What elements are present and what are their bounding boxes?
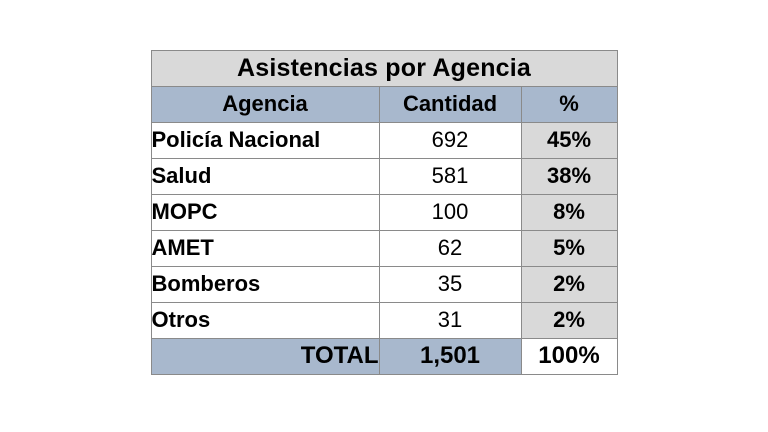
row-percent: 2% [521,266,617,302]
row-label: MOPC [151,194,379,230]
table-row [151,194,617,230]
row-label: AMET [151,230,379,266]
table-row [151,302,617,338]
table-total-row [151,338,617,374]
column-header-cantidad: Cantidad [379,86,521,122]
row-value: 31 [379,302,521,338]
row-percent: 8% [521,194,617,230]
table-row [151,266,617,302]
asistencias-por-agencia-table [151,50,618,375]
table-row [151,230,617,266]
row-label: Salud [151,158,379,194]
row-label: Policía Nacional [151,122,379,158]
table-row [151,158,617,194]
table-row [151,122,617,158]
table-title: Asistencias por Agencia [151,50,617,86]
total-percent: 100% [521,338,617,374]
total-label: TOTAL [151,338,379,374]
row-value: 35 [379,266,521,302]
total-value: 1,501 [379,338,521,374]
row-value: 581 [379,158,521,194]
row-percent: 2% [521,302,617,338]
row-value: 100 [379,194,521,230]
column-header-porcentaje: % [521,86,617,122]
row-percent: 38% [521,158,617,194]
table-header-row [151,86,617,122]
row-percent: 5% [521,230,617,266]
row-label: Otros [151,302,379,338]
row-percent: 45% [521,122,617,158]
column-header-agencia: Agencia [151,86,379,122]
row-value: 62 [379,230,521,266]
table-title-row [151,50,617,86]
row-label: Bomberos [151,266,379,302]
row-value: 692 [379,122,521,158]
